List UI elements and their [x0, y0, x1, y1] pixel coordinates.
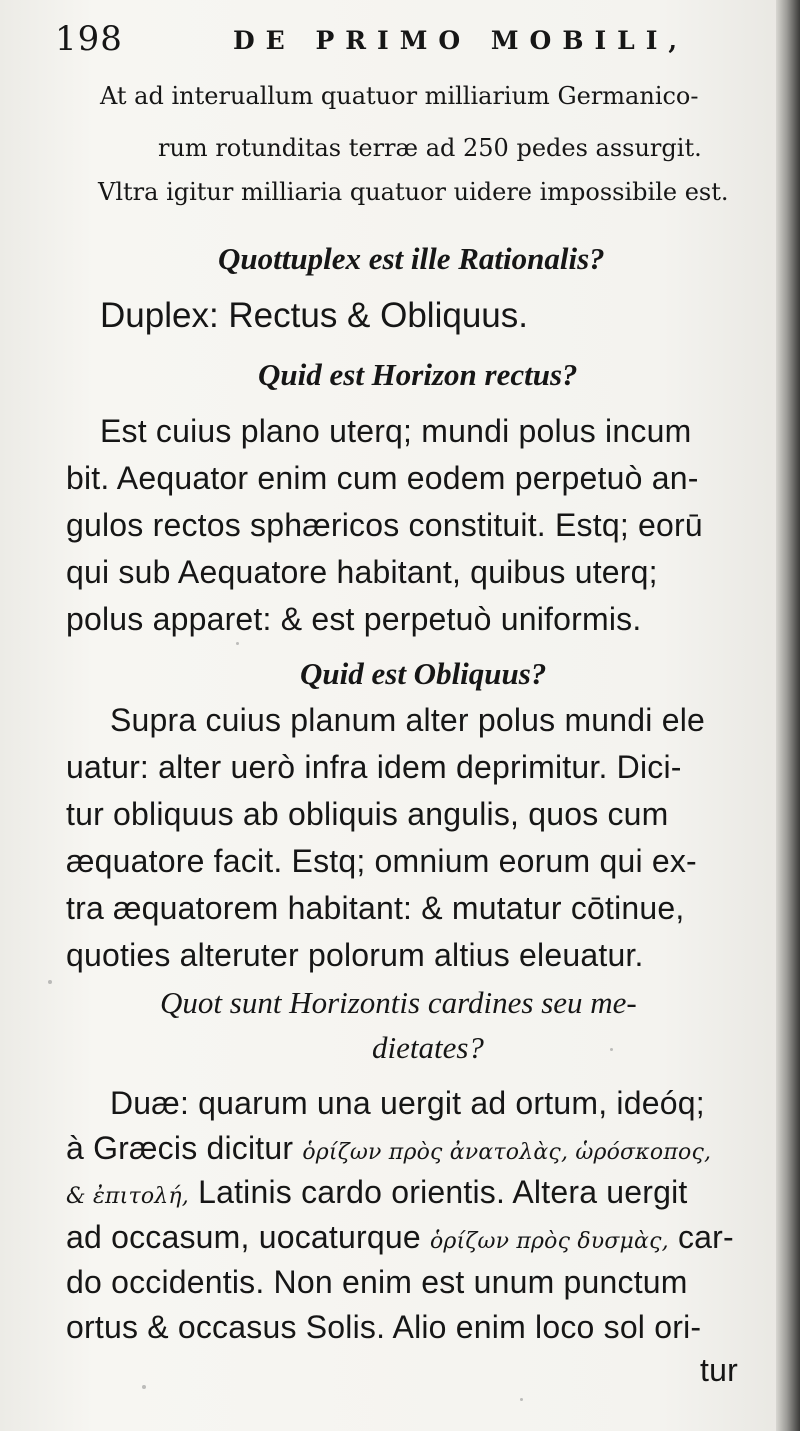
text-line: æquatore facit. Estq; omnium eorum qui ex-: [66, 843, 697, 879]
question-heading: Quid est Obliquus?: [300, 656, 547, 691]
question-heading: dietates?: [372, 1030, 484, 1065]
latin-text: car-: [677, 1219, 734, 1255]
catchword: tur: [700, 1352, 738, 1388]
page-number: 198: [55, 19, 123, 59]
text-line: polus apparet: & est perpetuò uniformis.: [66, 601, 642, 637]
text-line: ortus & occasus Solis. Alio enim loco sol ori-: [66, 1309, 702, 1345]
latin-text: à Græcis dicitur: [66, 1130, 294, 1166]
text-line: [66, 1174, 688, 1211]
text-line: do occidentis. Non enim est unum punctum: [66, 1264, 688, 1300]
greek-text: ὁρίζων πρὸς δυσμὰς,: [429, 1229, 669, 1254]
text-line: tra æquatorem habitant: & mutatur cōtinue,: [66, 890, 685, 926]
text-line: Vltra igitur milliaria quatuor uidere impossibile est.: [98, 178, 729, 206]
running-title: DE PRIMO MOBILI,: [233, 26, 689, 55]
text-line: At ad interuallum quatuor milliarium Germanico-: [100, 82, 699, 110]
paper-speck: [48, 980, 52, 984]
question-heading: Quid est Horizon rectus?: [258, 357, 578, 392]
text-line: Duæ: quarum una uergit ad ortum, ideóq;: [110, 1085, 705, 1121]
question-heading: Quottuplex est ille Rationalis?: [218, 241, 605, 276]
latin-text: Latinis cardo orientis. Altera uergit: [198, 1174, 688, 1210]
page-binding-shadow: [776, 0, 800, 1431]
text-line: Supra cuius planum alter polus mundi ele: [110, 702, 705, 738]
text-line: qui sub Aequatore habitant, quibus uterq;: [66, 554, 658, 590]
paper-speck: [520, 1398, 523, 1401]
text-line: gulos rectos sphæricos constituit. Estq; eorū: [66, 507, 703, 543]
greek-text: & ἐπιτολή,: [66, 1184, 189, 1209]
text-line: quoties alteruter polorum altius eleuatur.: [66, 937, 644, 973]
text-line: rum rotunditas terræ ad 250 pedes assurgit.: [158, 134, 702, 162]
paper-speck: [142, 1385, 146, 1389]
paper-speck: [610, 1048, 613, 1051]
text-line: bit. Aequator enim cum eodem perpetuò an-: [66, 460, 699, 496]
text-line: [66, 1130, 711, 1167]
answer-text: Duplex: Rectus & Obliquus.: [100, 296, 528, 335]
text-line: tur obliquus ab obliquis angulis, quos cum: [66, 796, 669, 832]
latin-text: ad occasum, uocaturque: [66, 1219, 421, 1255]
greek-text: ὁρίζων πρὸς ἀνατολὰς, ὡρόσκοπος,: [302, 1140, 712, 1165]
text-line: uatur: alter uerò infra idem deprimitur. Dici-: [66, 749, 682, 785]
question-heading: Quot sunt Horizontis cardines seu me-: [160, 985, 637, 1020]
paper-speck: [236, 642, 239, 645]
text-line: Est cuius plano uterq; mundi polus incum: [100, 413, 692, 449]
text-line: [66, 1219, 734, 1256]
